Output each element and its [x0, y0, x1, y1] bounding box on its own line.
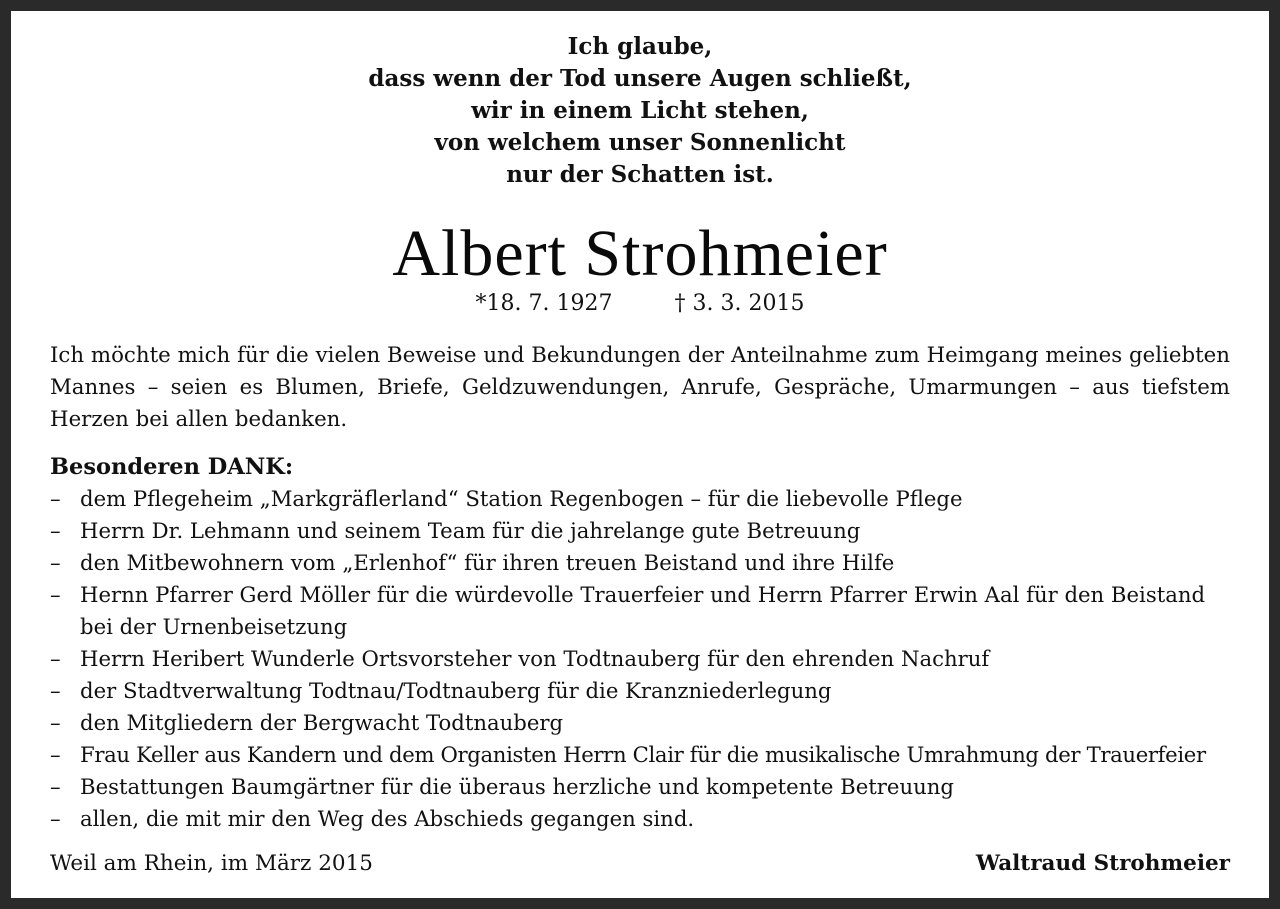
death-date: † 3. 3. 2015 [674, 291, 805, 316]
poem-line: von welchem unser Sonnenlicht [434, 129, 846, 156]
list-item [50, 739, 1232, 771]
dash-bullet: – [50, 774, 61, 799]
dash-bullet: – [50, 806, 61, 831]
dash-bullet: – [50, 582, 61, 607]
list-item [50, 483, 1232, 515]
thanks-heading: Besonderen DANK: [50, 454, 294, 480]
list-item-text: Frau Keller aus Kandern und dem Organisten Herrn Clair für die musikalische Umrahmung der Trauerfeier [80, 742, 1206, 767]
dash-bullet: – [50, 742, 61, 767]
list-item-text: Bestattungen Baumgärtner für die überaus herzliche und kompetente Betreuung [80, 774, 954, 799]
list-item-text: der Stadtverwaltung Todtnau/Todtnauberg für die Kranzniederlegung [80, 678, 832, 703]
list-item-text: den Mitbewohnern vom „Erlenhof“ für ihren treuen Beistand und ihre Hilfe [80, 550, 895, 575]
list-item-text: Hernn Pfarrer Gerd Möller für die würdevolle Trauerfeier und Herrn Pfarrer Erwin Aal für den Beistand bei der Urnenbeisetzung [80, 582, 1206, 639]
list-item-text: Herrn Dr. Lehmann und seinem Team für die jahrelange gute Betreuung [80, 518, 861, 543]
poem [11, 31, 1269, 191]
dash-bullet: – [50, 678, 61, 703]
list-item-text: dem Pflegeheim „Markgräflerland“ Station Regenbogen – für die liebevolle Pflege [80, 486, 963, 511]
list-item [50, 675, 1232, 707]
list-item [50, 803, 1232, 835]
thanks-list [50, 483, 1232, 835]
list-item [50, 707, 1232, 739]
list-item [50, 547, 1232, 579]
intro-paragraph: Ich möchte mich für die vielen Beweise und Bekundungen der Anteilnahme zum Heimgang meines geliebten Mannes – seien es Blumen, Briefe, Geldzuwendungen, Anrufe, Gespräche, Umarmungen – aus tiefstem Herzen bei allen bedanken. [50, 343, 1230, 432]
poem-line: Ich glaube, [567, 33, 713, 60]
dash-bullet: – [50, 550, 61, 575]
list-item [50, 515, 1232, 547]
birth-date: *18. 7. 1927 [475, 291, 613, 316]
list-item-text: Herrn Heribert Wunderle Ortsvorsteher von Todtnauberg für den ehrenden Nachruf [80, 646, 990, 671]
place-and-date: Weil am Rhein, im März 2015 [50, 851, 373, 876]
list-item [50, 643, 1232, 675]
life-dates [11, 289, 1269, 319]
obituary-notice [11, 11, 1269, 898]
list-item-text: den Mitgliedern der Bergwacht Todtnauberg [80, 710, 564, 735]
signature-name: Waltraud Strohmeier [975, 851, 1230, 876]
dash-bullet: – [50, 518, 61, 543]
dash-bullet: – [50, 486, 61, 511]
dash-bullet: – [50, 710, 61, 735]
dash-bullet: – [50, 646, 61, 671]
deceased-name: Albert Strohmeier [392, 217, 888, 290]
list-item [50, 579, 1232, 643]
poem-line: dass wenn der Tod unsere Augen schließt, [368, 65, 912, 92]
list-item [50, 771, 1232, 803]
poem-line: nur der Schatten ist. [506, 161, 774, 188]
list-item-text: allen, die mit mir den Weg des Abschieds gegangen sind. [80, 806, 695, 831]
poem-line: wir in einem Licht stehen, [471, 97, 809, 124]
